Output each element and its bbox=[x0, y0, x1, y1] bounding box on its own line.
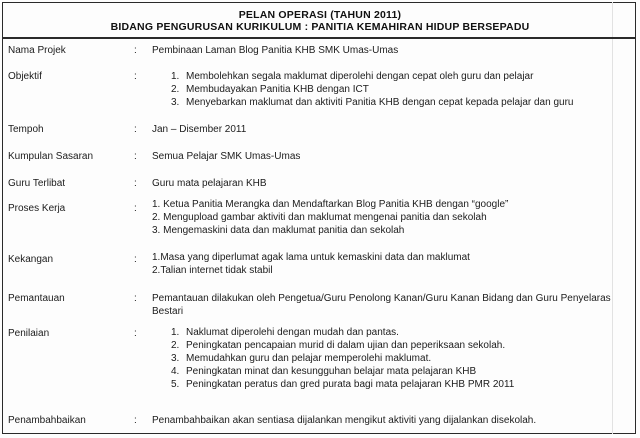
kekangan-item: 2.Talian internet tidak stabil bbox=[152, 265, 273, 276]
pemantauan-label: Pemantauan bbox=[8, 293, 65, 304]
document-title: PELAN OPERASI (TAHUN 2011) bbox=[238, 9, 402, 21]
objektif-item: Membolehkan segala maklumat diperolehi dengan cepat oleh guru dan pelajar bbox=[186, 71, 534, 82]
objektif-item: Membudayakan Panitia KHB dengan ICT bbox=[186, 84, 369, 95]
proses-kerja-item: 2. Mengupload gambar aktiviti dan maklumat mengenai panitia dan sekolah bbox=[152, 212, 487, 223]
pemantauan-line: Bestari bbox=[152, 306, 184, 317]
objektif-label: Objektif bbox=[8, 71, 42, 82]
penilaian-label: Penilaian bbox=[8, 328, 50, 339]
kumpulan-sasaran-value: Semua Pelajar SMK Umas-Umas bbox=[152, 151, 301, 162]
proses-kerja-item: 3. Mengemaskini data dan maklumat panitia dan sekolah bbox=[152, 225, 405, 236]
kekangan-item: 1.Masa yang diperlumat agak lama untuk kemaskini data dan maklumat bbox=[152, 252, 470, 263]
penilaian-item: Peningkatan peratus dan gred purata bagi mata pelajaran KHB PMR 2011 bbox=[186, 379, 515, 390]
scan-artifact-line bbox=[612, 2, 613, 434]
penilaian-item: Naklumat diperolehi dengan mudah dan pantas. bbox=[186, 327, 399, 338]
objektif-item: Menyebarkan maklumat dan aktiviti Panitia KHB dengan cepat kepada pelajar dan guru bbox=[186, 97, 574, 108]
objektif-item-number: 1. bbox=[171, 71, 180, 82]
tempoh-colon: : bbox=[134, 124, 137, 135]
penilaian-item: Peningkatan pencapaian murid di dalam ujian dan peperiksaan sekolah. bbox=[186, 340, 506, 351]
tempoh-label: Tempoh bbox=[8, 124, 44, 135]
penilaian-item: Memudahkan guru dan pelajar memperolehi maklumat. bbox=[186, 353, 432, 364]
penilaian-item-number: 3. bbox=[171, 353, 180, 364]
penilaian-item-number: 2. bbox=[171, 340, 180, 351]
proses-kerja-label: Proses Kerja bbox=[8, 203, 66, 214]
guru-terlibat-colon: : bbox=[134, 178, 137, 189]
kumpulan-sasaran-colon: : bbox=[134, 151, 137, 162]
guru-terlibat-label: Guru Terlibat bbox=[8, 178, 66, 189]
penilaian-item-number: 1. bbox=[171, 327, 180, 338]
kekangan-colon: : bbox=[134, 254, 137, 265]
objektif-item-number: 2. bbox=[171, 84, 180, 95]
penilaian-colon: : bbox=[134, 328, 137, 339]
nama-projek-colon: : bbox=[134, 45, 137, 56]
proses-kerja-item: 1. Ketua Panitia Merangka dan Mendaftarkan Blog Panitia KHB dengan “google” bbox=[152, 199, 509, 210]
penambahbaikan-label: Penambahbaikan bbox=[8, 415, 86, 426]
penambahbaikan-colon: : bbox=[134, 415, 137, 426]
penambahbaikan-value: Penambahbaikan akan sentiasa dijalankan mengikut aktiviti yang dijalankan disekolah. bbox=[152, 415, 537, 426]
pemantauan-colon: : bbox=[134, 293, 137, 304]
kumpulan-sasaran-label: Kumpulan Sasaran bbox=[8, 151, 94, 162]
pemantauan-line: Pemantauan dilakukan oleh Pengetua/Guru Penolong Kanan/Guru Kanan Bidang dan Guru Penyelaras bbox=[152, 293, 611, 304]
penilaian-item: Peningkatan minat dan kesungguhan belajar mata pelajaran KHB bbox=[186, 366, 477, 377]
nama-projek-label: Nama Projek bbox=[8, 45, 66, 56]
nama-projek-value: Pembinaan Laman Blog Panitia KHB SMK Umas-Umas bbox=[152, 45, 399, 56]
objektif-item-number: 3. bbox=[171, 97, 180, 108]
tempoh-value: Jan – Disember 2011 bbox=[152, 124, 247, 135]
guru-terlibat-value: Guru mata pelajaran KHB bbox=[152, 178, 267, 189]
proses-kerja-colon: : bbox=[134, 203, 137, 214]
objektif-colon: : bbox=[134, 71, 137, 82]
header-divider bbox=[2, 37, 636, 39]
document-subtitle: BIDANG PENGURUSAN KURIKULUM : PANITIA KEMAHIRAN HIDUP BERSEPADU bbox=[110, 21, 530, 33]
penilaian-item-number: 4. bbox=[171, 366, 180, 377]
kekangan-label: Kekangan bbox=[8, 254, 54, 265]
penilaian-item-number: 5. bbox=[171, 379, 180, 390]
